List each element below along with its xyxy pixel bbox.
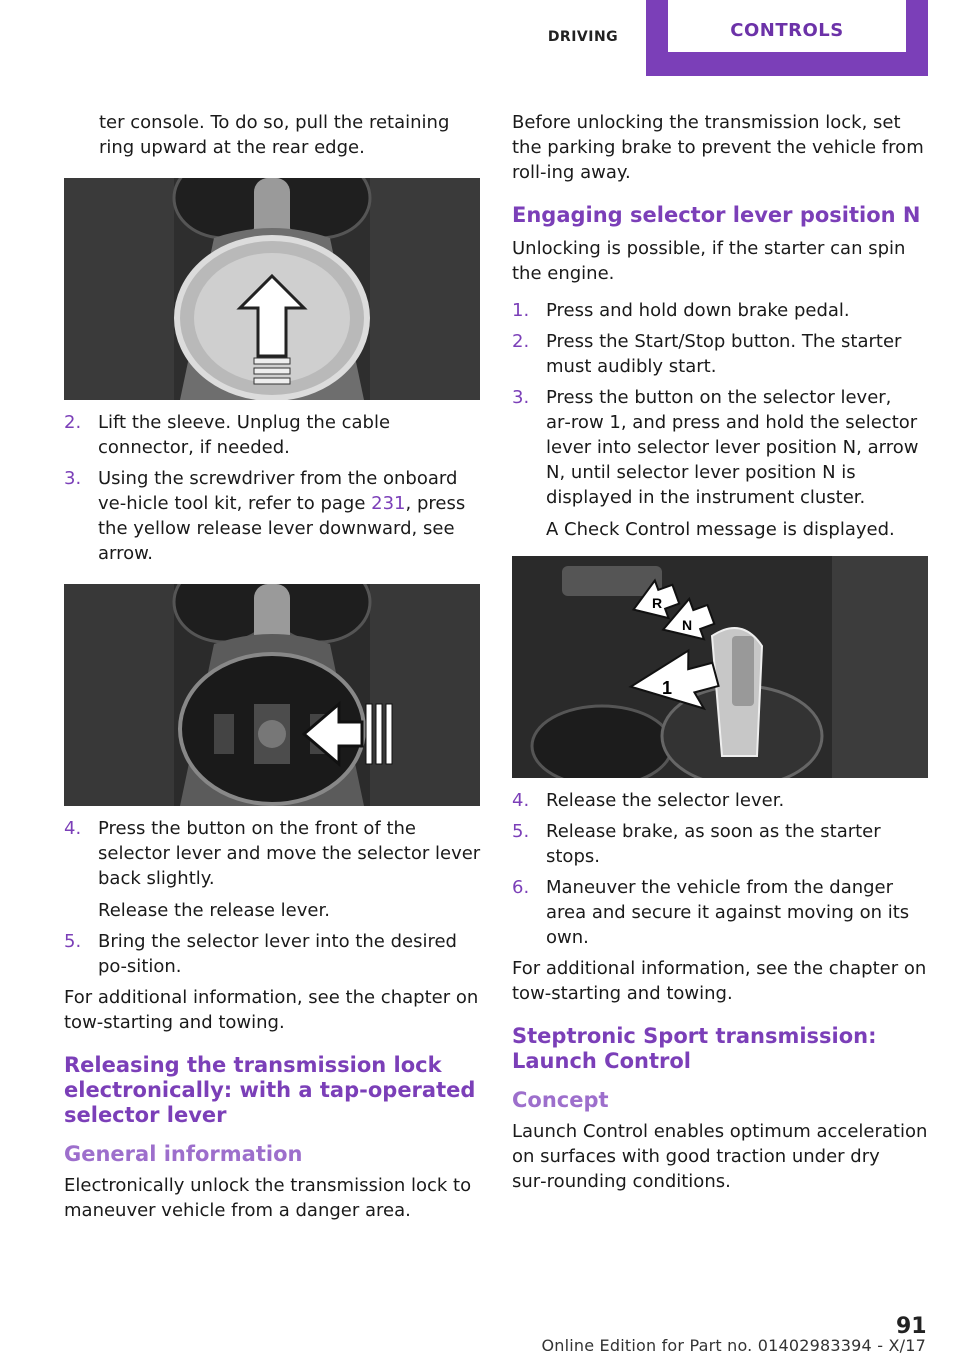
right-more-info: For additional information, see the chapter on tow-starting and towing. bbox=[512, 958, 927, 1004]
step-subtext: A Check Control message is displayed. bbox=[546, 519, 895, 540]
list-item bbox=[512, 875, 930, 950]
page-link[interactable]: 231 bbox=[371, 493, 406, 514]
step-subtext: Release the release lever. bbox=[98, 900, 330, 921]
step-number: 2. bbox=[64, 412, 82, 433]
step-number: 3. bbox=[64, 468, 82, 489]
list-item bbox=[512, 385, 930, 542]
header-section-label: DRIVING bbox=[547, 29, 619, 45]
heading-release-transmission-lock: Releasing the transmission lock electronically: with a tap-operated selector lever bbox=[64, 1053, 476, 1127]
step-text: Lift the sleeve. Unplug the cable connector, if needed. bbox=[98, 412, 391, 458]
step-text: Bring the selector lever into the desired po‑sition. bbox=[98, 931, 457, 977]
step-text-end: , press the yellow release lever downward, see arrow. bbox=[98, 493, 466, 564]
heading-general-information: General information bbox=[64, 1142, 303, 1166]
step-text: Using the screwdriver from the onboard ve‑hicle tool kit, refer to page bbox=[98, 468, 458, 514]
right-steps-list-a bbox=[512, 298, 930, 542]
left-steps-list-a bbox=[64, 410, 482, 566]
heading-engaging-selector-lever-n: Engaging selector lever position N bbox=[512, 203, 921, 227]
photo-label-r: R bbox=[652, 595, 663, 611]
step-number: 5. bbox=[512, 821, 530, 842]
right-steps-list-b bbox=[512, 788, 930, 950]
list-item bbox=[512, 329, 930, 379]
list-item bbox=[64, 816, 482, 923]
photo-label-1: 1 bbox=[662, 678, 673, 698]
right-intro-text: Before unlocking the transmission lock, set the parking brake to prevent the vehicle from roll‑ing away. bbox=[512, 112, 924, 183]
header-chapter-tab[interactable] bbox=[646, 0, 928, 76]
list-item bbox=[512, 788, 930, 813]
step-number: 1. bbox=[512, 300, 530, 321]
left-column bbox=[64, 110, 482, 1223]
step-text: Press the Start/Stop button. The starter must audibly start. bbox=[546, 331, 902, 377]
page-number: 91 bbox=[896, 1314, 927, 1339]
list-item bbox=[512, 298, 930, 323]
list-item bbox=[64, 466, 482, 566]
list-item bbox=[64, 929, 482, 979]
step-number: 3. bbox=[512, 387, 530, 408]
step-number: 4. bbox=[512, 790, 530, 811]
photo-selector-lever-position-n bbox=[512, 556, 928, 778]
step-text: Release brake, as soon as the starter stops. bbox=[546, 821, 881, 867]
step-text: Press the button on the selector lever, ar‑row 1, and press and hold the selector lever into selector lever position N, arrow N, until selector lever position N is displayed in the instrument cluster. bbox=[546, 387, 919, 508]
step-text: Press the button on the front of the selector lever and move the selector lever back slightly. bbox=[98, 818, 481, 889]
footer-edition: Online Edition for Part no. 01402983394 - X/17 bbox=[541, 1336, 926, 1355]
step-number: 4. bbox=[64, 818, 82, 839]
engage-text: Unlocking is possible, if the starter can spin the engine. bbox=[512, 238, 906, 284]
right-column bbox=[512, 110, 930, 1194]
step-text: Release the selector lever. bbox=[546, 790, 785, 811]
step-text: Maneuver the vehicle from the danger area and secure it against moving on its own. bbox=[546, 877, 910, 948]
header-chapter-label: CONTROLS bbox=[668, 0, 906, 52]
general-information-text: Electronically unlock the transmission lock to maneuver vehicle from a danger area. bbox=[64, 1175, 472, 1221]
step-number: 2. bbox=[512, 331, 530, 352]
photo-label-n: N bbox=[682, 617, 693, 633]
photo-center-console-retaining-ring bbox=[64, 178, 480, 400]
left-steps-list-b bbox=[64, 816, 482, 979]
list-item bbox=[64, 410, 482, 460]
step-number: 5. bbox=[64, 931, 82, 952]
concept-text: Launch Control enables optimum acceleration on surfaces with good traction under dry sur‑rounding conditions. bbox=[512, 1121, 928, 1192]
heading-launch-control: Steptronic Sport transmission: Launch Control bbox=[512, 1024, 877, 1073]
left-more-info: For additional information, see the chapter on tow-starting and towing. bbox=[64, 987, 479, 1033]
step-number: 6. bbox=[512, 877, 530, 898]
list-item bbox=[512, 819, 930, 869]
photo-yellow-release-lever bbox=[64, 584, 480, 806]
step-text: Press and hold down brake pedal. bbox=[546, 300, 850, 321]
heading-concept: Concept bbox=[512, 1088, 609, 1112]
left-intro-text: ter console. To do so, pull the retaining ring upward at the rear edge. bbox=[99, 112, 450, 158]
